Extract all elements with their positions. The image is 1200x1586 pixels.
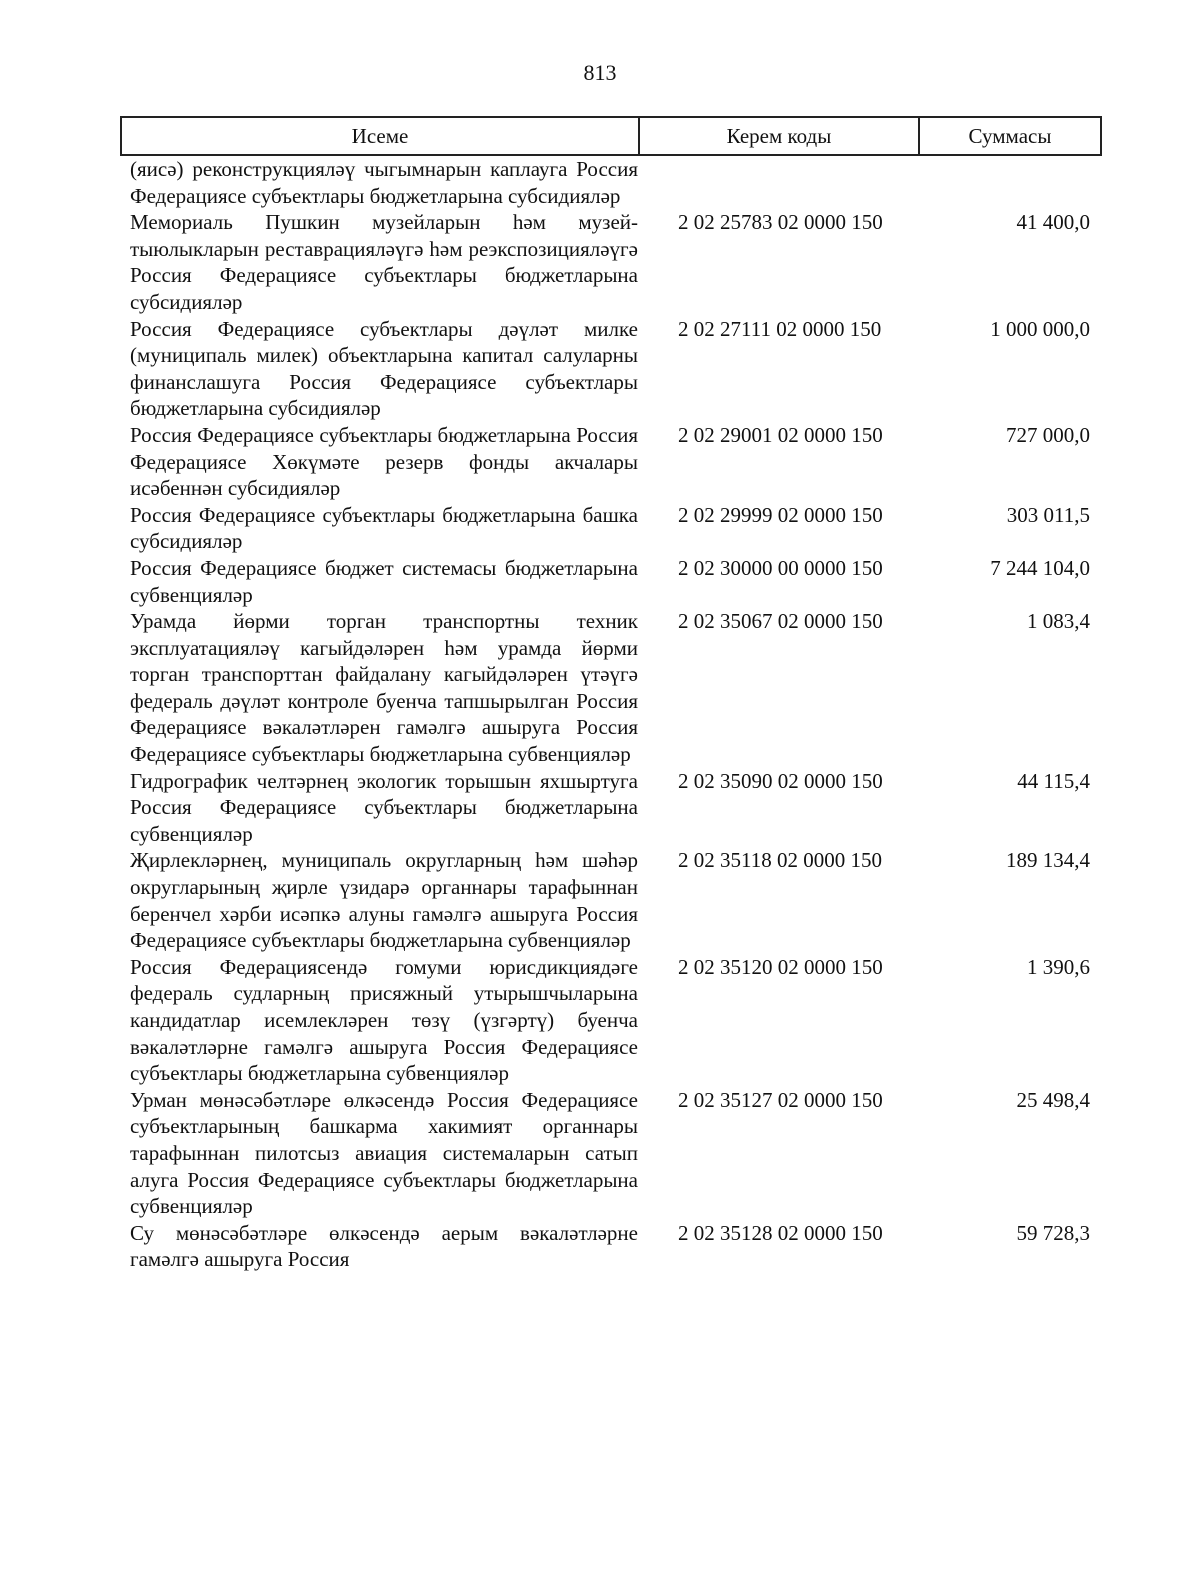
row-name: Гидрографик челтәрнең экологик торышын яхшыртуга Россия Федерациясе субъектлары бюджетларына субвенцияләр xyxy=(130,768,638,846)
row-sum: 25 498,4 xyxy=(1016,1087,1090,1112)
budget-table xyxy=(120,116,1102,1273)
row-name: Россия Федерациясе субъектлары дәүләт милке (муниципаль милек) объектларына капитал салуларны финанслашуга Россия Федерациясе субъектлары бюджетларына субсидияләр xyxy=(130,316,638,421)
table-row xyxy=(120,422,1102,502)
table-row xyxy=(120,954,1102,1087)
table-row xyxy=(120,1087,1102,1220)
row-name: Су мөнәсәбәтләре өлкәсендә аерым вәкаләтләрне гамәлгә ашыруга Россия xyxy=(130,1220,638,1272)
row-code xyxy=(638,156,918,209)
row-name: Урман мөнәсәбәтләре өлкәсендә Россия Федерациясе субъектларының башкарма хакимият органнары тарафыннан пилотсыз авиация системаларын сатып алуга Россия Федерациясе субъектлары бюджетларына субвенцияләр xyxy=(130,1087,638,1219)
row-sum: 727 000,0 xyxy=(1006,422,1090,447)
table-row xyxy=(120,156,1102,209)
table-row xyxy=(120,847,1102,953)
row-sum: 1 000 000,0 xyxy=(990,316,1090,341)
row-sum: 59 728,3 xyxy=(1016,1220,1090,1245)
row-code: 2 02 27111 02 0000 150 xyxy=(678,316,882,341)
row-code: 2 02 30000 00 0000 150 xyxy=(678,555,883,580)
row-name: (яисә) реконструкцияләү чыгымнарын каплауга Россия Федерациясе субъектлары бюджетларына субсидияләр xyxy=(130,157,638,208)
row-code: 2 02 35127 02 0000 150 xyxy=(678,1087,883,1112)
table-row xyxy=(120,555,1102,608)
row-sum: 303 011,5 xyxy=(1006,502,1090,527)
row-sum xyxy=(918,156,1092,209)
row-name: Россия Федерациясе бюджет системасы бюджетларына субвенцияләр xyxy=(130,555,638,607)
row-sum: 189 134,4 xyxy=(1006,848,1090,873)
row-code: 2 02 35067 02 0000 150 xyxy=(678,609,883,634)
row-code: 2 02 35090 02 0000 150 xyxy=(678,768,883,793)
table-body xyxy=(120,156,1102,1273)
row-name: Россия Федерациясендә гомуми юрисдикциядәге федераль судларның присяжный утырышчыларына кандидатлар исемлекләрен төзү (үзгәртү) буенча вәкаләтләрне гамәлгә ашыруга Россия Федерациясе субъектлары бюджетларына субвенцияләр xyxy=(130,954,638,1086)
row-code: 2 02 35120 02 0000 150 xyxy=(678,954,883,979)
row-sum: 1 083,4 xyxy=(1027,609,1090,634)
row-code: 2 02 35118 02 0000 150 xyxy=(678,848,882,873)
page-number: 813 xyxy=(583,60,617,85)
row-name: Россия Федерациясе субъектлары бюджетларына Россия Федерациясе Хөкүмәте резерв фонды акчалары исәбеннән субсидияләр xyxy=(130,422,638,501)
header-code: Керем коды xyxy=(640,118,920,154)
table-row xyxy=(120,608,1102,768)
row-code: 2 02 35128 02 0000 150 xyxy=(678,1220,883,1245)
row-code: 2 02 25783 02 0000 150 xyxy=(678,210,883,235)
table-row xyxy=(120,1220,1102,1273)
table-row xyxy=(120,502,1102,555)
row-name: Россия Федерациясе субъектлары бюджетларына башка субсидияләр xyxy=(130,502,638,554)
row-code: 2 02 29999 02 0000 150 xyxy=(678,502,883,527)
row-sum: 1 390,6 xyxy=(1027,954,1090,979)
row-sum: 7 244 104,0 xyxy=(990,555,1090,580)
row-name: Җирлекләрнең, муниципаль округларның һәм шәһәр округларының җирле үзидарә органнары тарафыннан беренчел хәрби исәпкә алуны гамәлгә ашыруга Россия Федерациясе субъектлары бюджетларына субвенцияләр xyxy=(130,848,638,953)
table-row xyxy=(120,316,1102,422)
header-name: Исеме xyxy=(122,118,640,154)
row-sum: 44 115,4 xyxy=(1017,768,1090,793)
row-name: Урамда йөрми торган транспортны техник эксплуатацияләү кагыйдәләрен һәм урамда йөрми торган транспорттан файдалану кагыйдәләрен үтәүгә федераль дәүләт контроле буенча тапшырылган Россия Федерациясе вәкаләтләрен гамәлгә ашыруга Россия Федерациясе субъектлары бюджетларына субвенцияләр xyxy=(130,609,638,767)
table-row xyxy=(120,209,1102,315)
row-name: Мемориаль Пушкин музейларын һәм музей-тыюлыкларын реставрацияләүгә һәм реэкспозицияләүгә Россия Федерациясе субъектлары бюджетларына субсидияләр xyxy=(130,210,638,314)
header-sum: Суммасы xyxy=(968,123,1052,148)
row-code: 2 02 29001 02 0000 150 xyxy=(678,422,883,447)
row-sum: 41 400,0 xyxy=(1016,210,1090,235)
table-header xyxy=(120,116,1102,156)
table-row xyxy=(120,768,1102,848)
